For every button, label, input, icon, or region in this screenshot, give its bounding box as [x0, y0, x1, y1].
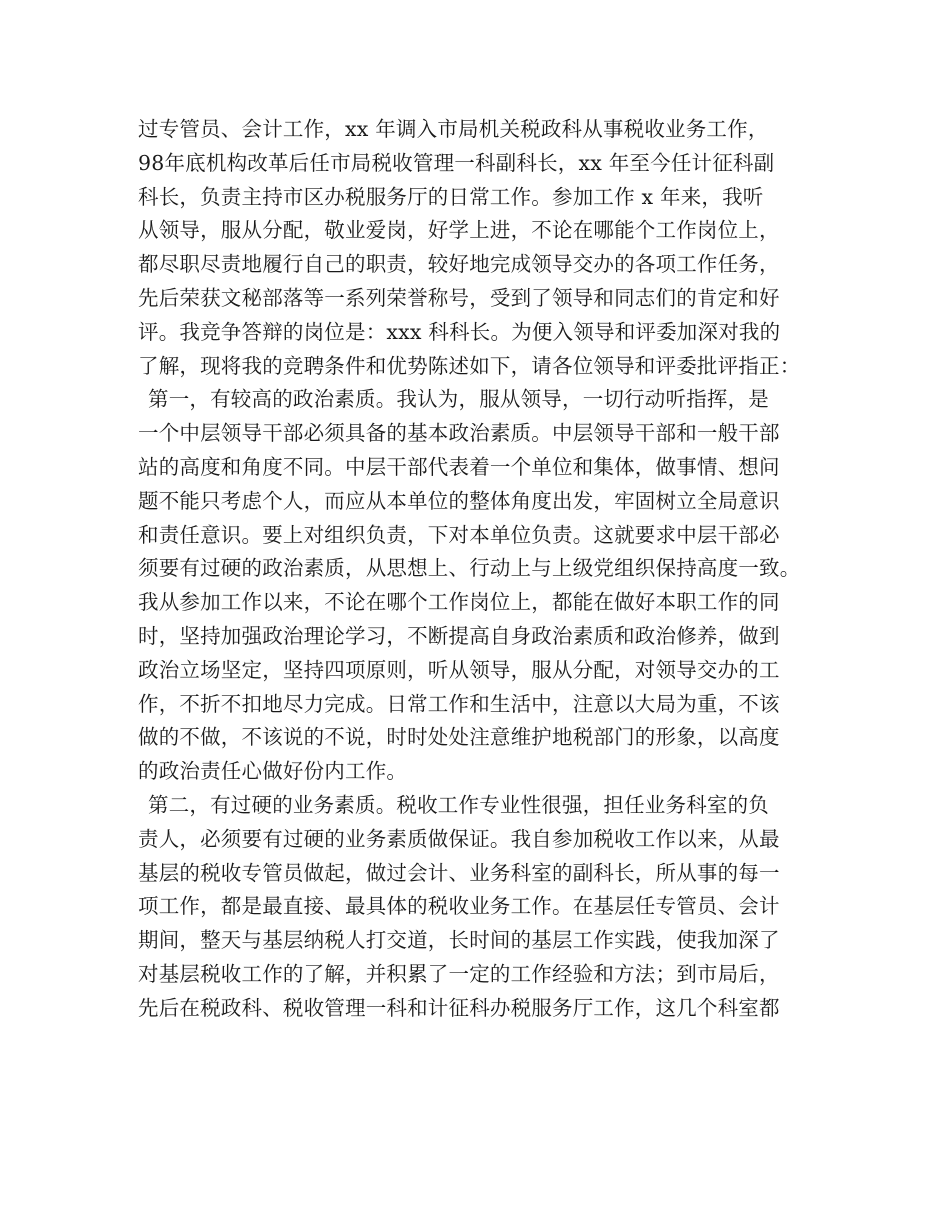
text-line: 先后荣获文秘部落等一系列荣誉称号，受到了领导和同志们的肯定和好: [138, 285, 780, 310]
text-line: 评。我竞争答辩的岗位是：xxx 科科长。为便入领导和评委加深对我的: [138, 319, 781, 344]
text-line: 先后在税政科、税收管理一科和计征科办税服务厅工作，这几个科室都: [138, 995, 780, 1020]
text-line: 政治立场坚定，坚持四项原则，听从领导，服从分配，对领导交办的工: [138, 657, 780, 682]
text-line: 我从参加工作以来，不论在哪个工作岗位上，都能在做好本职工作的同: [138, 590, 780, 615]
text-line: 了解，现将我的竞聘条件和优势陈述如下，请各位领导和评委批评指正：: [138, 353, 801, 378]
text-line: 科长，负责主持市区办税服务厅的日常工作。参加工作 x 年来，我听: [138, 184, 764, 209]
text-line: 基层的税收专管员做起，做过会计、业务科室的副科长，所从事的每一: [138, 860, 780, 885]
text-line: 项工作，都是最直接、最具体的税收业务工作。在基层任专管员、会计: [138, 894, 780, 919]
text-line: 时，坚持加强政治理论学习，不断提高自身政治素质和政治修养，做到: [138, 623, 780, 648]
text-line: 一个中层领导干部必须具备的基本政治素质。中层领导干部和一般干部: [138, 421, 780, 446]
text-line: 责人，必须要有过硬的业务素质做保证。我自参加税收工作以来，从最: [138, 826, 780, 851]
text-line: 98年底机构改革后任市局税收管理一科副科长，xx 年至今任计征科副: [138, 150, 775, 175]
body-text: [138, 113, 838, 1026]
paragraph-start-line: 第二，有过硬的业务素质。税收工作专业性很强，担任业务科室的负: [148, 792, 769, 817]
text-line: 题不能只考虑个人，而应从本单位的整体角度出发，牢固树立全局意识: [138, 488, 780, 513]
text-line: 作，不折不扣地尽力完成。日常工作和生活中，注意以大局为重，不该: [138, 691, 780, 716]
text-line: 期间，整天与基层纳税人打交道，长时间的基层工作实践，使我加深了: [138, 928, 780, 953]
text-line: 的政治责任心做好份内工作。: [138, 759, 408, 784]
text-line: 对基层税收工作的了解，并积累了一定的工作经验和方法；到市局后，: [138, 961, 780, 986]
text-line: 做的不做，不该说的不说，时时处处注意维护地税部门的形象，以高度: [138, 725, 780, 750]
paragraph-start-line: 第一，有较高的政治素质。我认为，服从领导，一切行动听指挥，是: [148, 387, 769, 412]
text-line: 须要有过硬的政治素质，从思想上、行动上与上级党组织保持高度一致。: [138, 556, 801, 581]
text-line: 过专管员、会计工作，xx 年调入市局机关税政科从事税收业务工作，: [138, 117, 769, 141]
text-line: 都尽职尽责地履行自己的职责，较好地完成领导交办的各项工作任务，: [138, 252, 780, 277]
text-line: 和责任意识。要上对组织负责，下对本单位负责。这就要求中层干部必: [138, 522, 780, 547]
text-line: 从领导，服从分配，敬业爱岗，好学上进，不论在哪能个工作岗位上，: [138, 218, 780, 243]
text-line: 站的高度和角度不同。中层干部代表着一个单位和集体，做事情、想问: [138, 454, 780, 479]
